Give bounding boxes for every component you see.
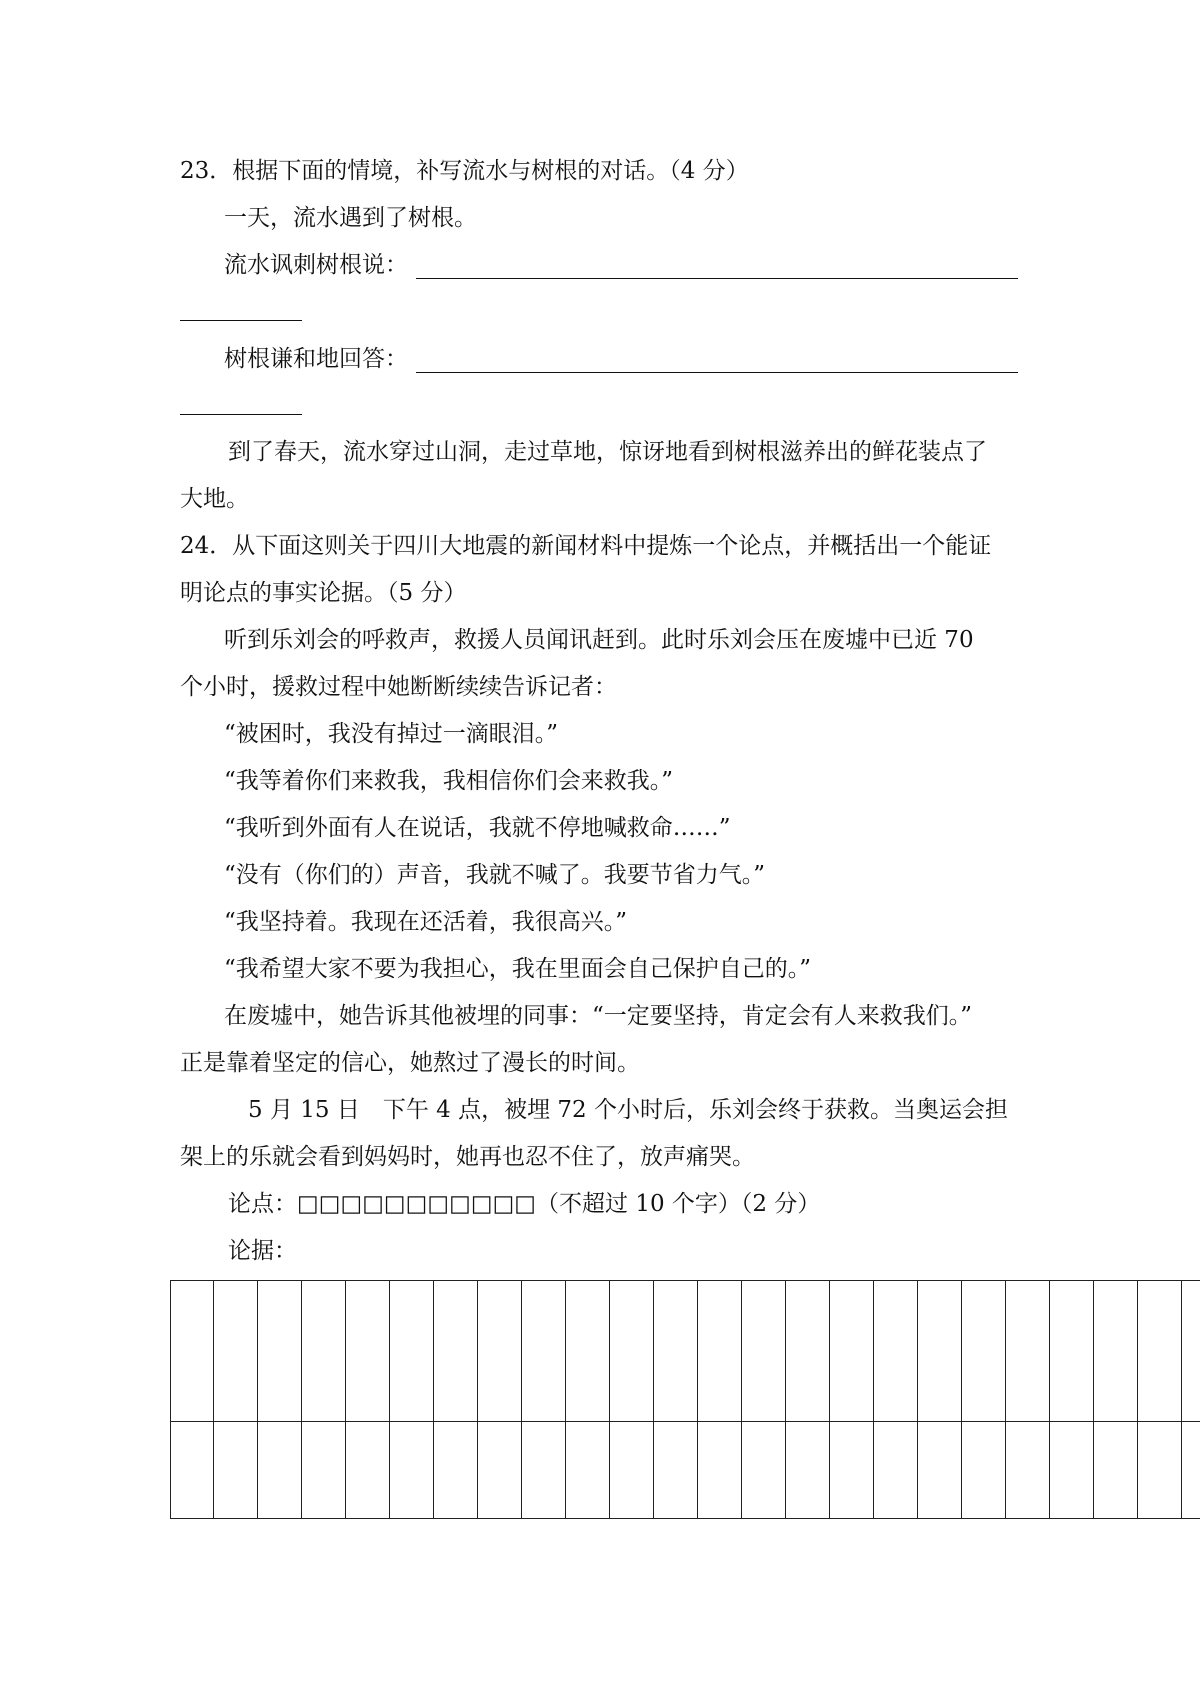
answer-grid-cell[interactable] bbox=[478, 1422, 522, 1519]
answer-grid-cell[interactable] bbox=[918, 1280, 962, 1422]
answer-grid-cell[interactable] bbox=[654, 1422, 698, 1519]
q24-title-line-2: 明论点的事实论据。（5 分） bbox=[180, 580, 467, 606]
answer-grid-cell[interactable] bbox=[786, 1280, 830, 1422]
quote-2: “我等着你们来救我，我相信你们会来救我。” bbox=[224, 768, 674, 794]
answer-grid-cell[interactable] bbox=[522, 1422, 566, 1519]
answer-grid-cell[interactable] bbox=[786, 1422, 830, 1519]
answer-grid-cell[interactable] bbox=[566, 1280, 610, 1422]
quote-3: “我听到外面有人在说话，我就不停地喊救命……” bbox=[224, 815, 731, 841]
answer-grid-cell[interactable] bbox=[654, 1280, 698, 1422]
answer-grid-cell[interactable] bbox=[1094, 1280, 1138, 1422]
answer-grid-cell[interactable] bbox=[390, 1280, 434, 1422]
answer-grid-cell[interactable] bbox=[962, 1280, 1006, 1422]
answer-grid-cell[interactable] bbox=[698, 1280, 742, 1422]
answer-grid-row-1[interactable] bbox=[170, 1280, 1200, 1422]
answer-grid-cell[interactable] bbox=[610, 1280, 654, 1422]
answer-grid-cell[interactable] bbox=[1050, 1280, 1094, 1422]
answer-grid-cell[interactable] bbox=[698, 1422, 742, 1519]
answer-grid-cell[interactable] bbox=[214, 1280, 258, 1422]
q24-para2-line-2: 正是靠着坚定的信心，她熬过了漫长的时间。 bbox=[180, 1050, 640, 1076]
water-label: 流水讽刺树根说： bbox=[224, 252, 408, 278]
q24-title-line-1: 24．从下面这则关于四川大地震的新闻材料中提炼一个论点，并概括出一个能证 bbox=[180, 533, 992, 559]
answer-grid-cell[interactable] bbox=[1138, 1280, 1182, 1422]
water-answer-line-1[interactable] bbox=[416, 278, 1018, 279]
answer-grid-cell[interactable] bbox=[258, 1280, 302, 1422]
answer-grid-cell[interactable] bbox=[962, 1422, 1006, 1519]
answer-grid-cell[interactable] bbox=[1050, 1422, 1094, 1519]
answer-grid-cell[interactable] bbox=[346, 1280, 390, 1422]
q23-ending-line-2: 大地。 bbox=[180, 486, 249, 512]
q23-ending-line-1: 到了春天，流水穿过山洞，走过草地，惊讶地看到树根滋养出的鲜花装点了 bbox=[228, 439, 987, 465]
quote-6: “我希望大家不要为我担心，我在里面会自己保护自己的。” bbox=[224, 956, 812, 982]
answer-grid-cell[interactable] bbox=[610, 1422, 654, 1519]
answer-grid-cell[interactable] bbox=[1182, 1422, 1200, 1519]
answer-grid-cell[interactable] bbox=[830, 1422, 874, 1519]
answer-grid-cell[interactable] bbox=[1006, 1280, 1050, 1422]
answer-grid-cell[interactable] bbox=[830, 1280, 874, 1422]
answer-grid-cell[interactable] bbox=[258, 1422, 302, 1519]
answer-grid-cell[interactable] bbox=[1006, 1422, 1050, 1519]
quote-1: “被困时，我没有掉过一滴眼泪。” bbox=[224, 721, 559, 747]
answer-grid-cell[interactable] bbox=[918, 1422, 962, 1519]
thesis-prompt: 论点：□□□□□□□□□□□（不超过 10 个字）（2 分） bbox=[228, 1191, 821, 1217]
answer-grid-cell[interactable] bbox=[302, 1422, 346, 1519]
answer-grid-cell[interactable] bbox=[874, 1280, 918, 1422]
answer-grid-cell[interactable] bbox=[566, 1422, 610, 1519]
q24-para3-line-1: 5 月 15 日 下午 4 点，被埋 72 个小时后，乐刘会终于获救。当奥运会担 bbox=[248, 1097, 1008, 1123]
answer-grid-cell[interactable] bbox=[434, 1422, 478, 1519]
answer-grid-cell[interactable] bbox=[522, 1280, 566, 1422]
answer-grid-cell[interactable] bbox=[170, 1280, 214, 1422]
evidence-label: 论据： bbox=[228, 1238, 297, 1264]
q24-para2-line-1: 在废墟中，她告诉其他被埋的同事：“一定要坚持，肯定会有人来救我们。” bbox=[224, 1003, 973, 1029]
answer-grid-row-2[interactable] bbox=[170, 1422, 1200, 1519]
root-answer-line-1[interactable] bbox=[416, 372, 1018, 373]
water-answer-line-2[interactable] bbox=[180, 320, 302, 321]
answer-grid-cell[interactable] bbox=[1138, 1422, 1182, 1519]
quote-4: “没有（你们的）声音，我就不喊了。我要节省力气。” bbox=[224, 862, 766, 888]
q24-para1-line-1: 听到乐刘会的呼救声，救援人员闻讯赶到。此时乐刘会压在废墟中已近 70 bbox=[224, 627, 974, 653]
answer-grid-cell[interactable] bbox=[742, 1422, 786, 1519]
q24-para3-line-2: 架上的乐就会看到妈妈时，她再也忍不住了，放声痛哭。 bbox=[180, 1144, 755, 1170]
root-answer-line-2[interactable] bbox=[180, 414, 302, 415]
answer-grid-cell[interactable] bbox=[346, 1422, 390, 1519]
answer-grid-cell[interactable] bbox=[478, 1280, 522, 1422]
answer-grid-cell[interactable] bbox=[1182, 1280, 1200, 1422]
answer-grid-cell[interactable] bbox=[434, 1280, 478, 1422]
quote-5: “我坚持着。我现在还活着，我很高兴。” bbox=[224, 909, 628, 935]
q23-intro: 一天，流水遇到了树根。 bbox=[224, 205, 477, 231]
q23-title: 23．根据下面的情境，补写流水与树根的对话。（4 分） bbox=[180, 158, 749, 184]
answer-grid-cell[interactable] bbox=[170, 1422, 214, 1519]
q24-para1-line-2: 个小时，援救过程中她断断续续告诉记者： bbox=[180, 674, 617, 700]
answer-grid-cell[interactable] bbox=[302, 1280, 346, 1422]
answer-grid-cell[interactable] bbox=[1094, 1422, 1138, 1519]
answer-grid-cell[interactable] bbox=[742, 1280, 786, 1422]
answer-grid-cell[interactable] bbox=[874, 1422, 918, 1519]
answer-grid-cell[interactable] bbox=[214, 1422, 258, 1519]
root-label: 树根谦和地回答： bbox=[224, 346, 408, 372]
answer-grid-cell[interactable] bbox=[390, 1422, 434, 1519]
